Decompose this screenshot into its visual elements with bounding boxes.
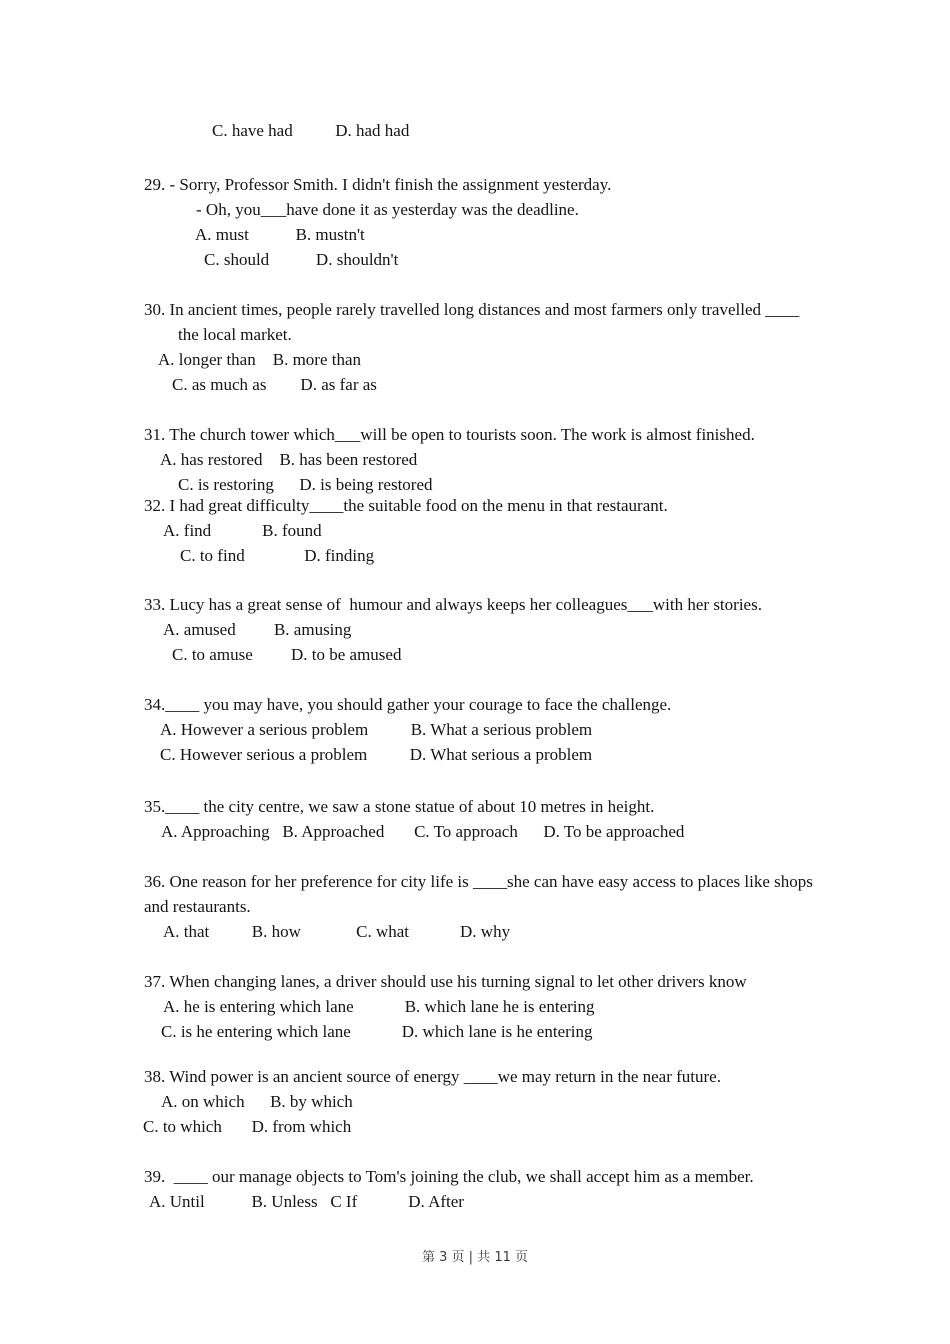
q29-options-cd: C. should D. shouldn't xyxy=(204,250,399,269)
q39-stem: 39. ____ our manage objects to Tom's joining the club, we shall accept him as a member. xyxy=(144,1167,754,1186)
q34-options-ab: A. However a serious problem B. What a serious problem xyxy=(160,720,593,739)
q28-options-cd: C. have had D. had had xyxy=(212,121,410,140)
q38-stem: 38. Wind power is an ancient source of energy ____we may return in the near future. xyxy=(144,1067,721,1086)
q29-stem-line-2: - Oh, you___have done it as yesterday was the deadline. xyxy=(196,200,579,219)
q38-options-cd: C. to which D. from which xyxy=(143,1117,352,1136)
q33-options-cd: C. to amuse D. to be amused xyxy=(172,645,402,664)
q36-stem-line-1: 36. One reason for her preference for city life is ____she can have easy access to places like shops xyxy=(144,872,813,891)
q31-stem: 31. The church tower which___will be open to tourists soon. The work is almost finished. xyxy=(144,425,755,444)
q37-stem: 37. When changing lanes, a driver should use his turning signal to let other drivers know xyxy=(144,972,747,991)
q31-options-cd: C. is restoring D. is being restored xyxy=(178,475,433,494)
q32-stem: 32. I had great difficulty____the suitable food on the menu in that restaurant. xyxy=(144,496,668,515)
q30-options-ab: A. longer than B. more than xyxy=(158,350,362,369)
q31-options-ab: A. has restored B. has been restored xyxy=(160,450,418,469)
q34-options-cd: C. However serious a problem D. What serious a problem xyxy=(160,745,593,764)
page-indicator: 第 3 页 | 共 11 页 xyxy=(422,1250,528,1265)
q33-stem: 33. Lucy has a great sense of humour and always keeps her colleagues___with her stories. xyxy=(144,595,762,614)
q35-stem: 35.____ the city centre, we saw a stone statue of about 10 metres in height. xyxy=(144,797,655,816)
q30-options-cd: C. as much as D. as far as xyxy=(172,375,377,394)
q30-stem-line-2: the local market. xyxy=(178,325,292,344)
q32-options-cd: C. to find D. finding xyxy=(180,546,375,565)
q36-stem-line-2: and restaurants. xyxy=(144,897,251,916)
q36-options: A. that B. how C. what D. why xyxy=(163,922,511,941)
q37-options-cd: C. is he entering which lane D. which lane is he entering xyxy=(161,1022,593,1041)
q30-stem-line-1: 30. In ancient times, people rarely travelled long distances and most farmers only travelled ____ xyxy=(144,300,800,319)
q38-options-ab: A. on which B. by which xyxy=(161,1092,353,1111)
q39-options: A. Until B. Unless C If D. After xyxy=(149,1192,464,1211)
q34-stem: 34.____ you may have, you should gather your courage to face the challenge. xyxy=(144,695,672,714)
q32-options-ab: A. find B. found xyxy=(163,521,322,540)
q35-options: A. Approaching B. Approached C. To approach D. To be approached xyxy=(161,822,685,841)
q29-options-ab: A. must B. mustn't xyxy=(195,225,365,244)
q33-options-ab: A. amused B. amusing xyxy=(163,620,352,639)
q29-stem-line-1: 29. - Sorry, Professor Smith. I didn't finish the assignment yesterday. xyxy=(144,175,612,194)
q37-options-ab: A. he is entering which lane B. which lane he is entering xyxy=(163,997,595,1016)
